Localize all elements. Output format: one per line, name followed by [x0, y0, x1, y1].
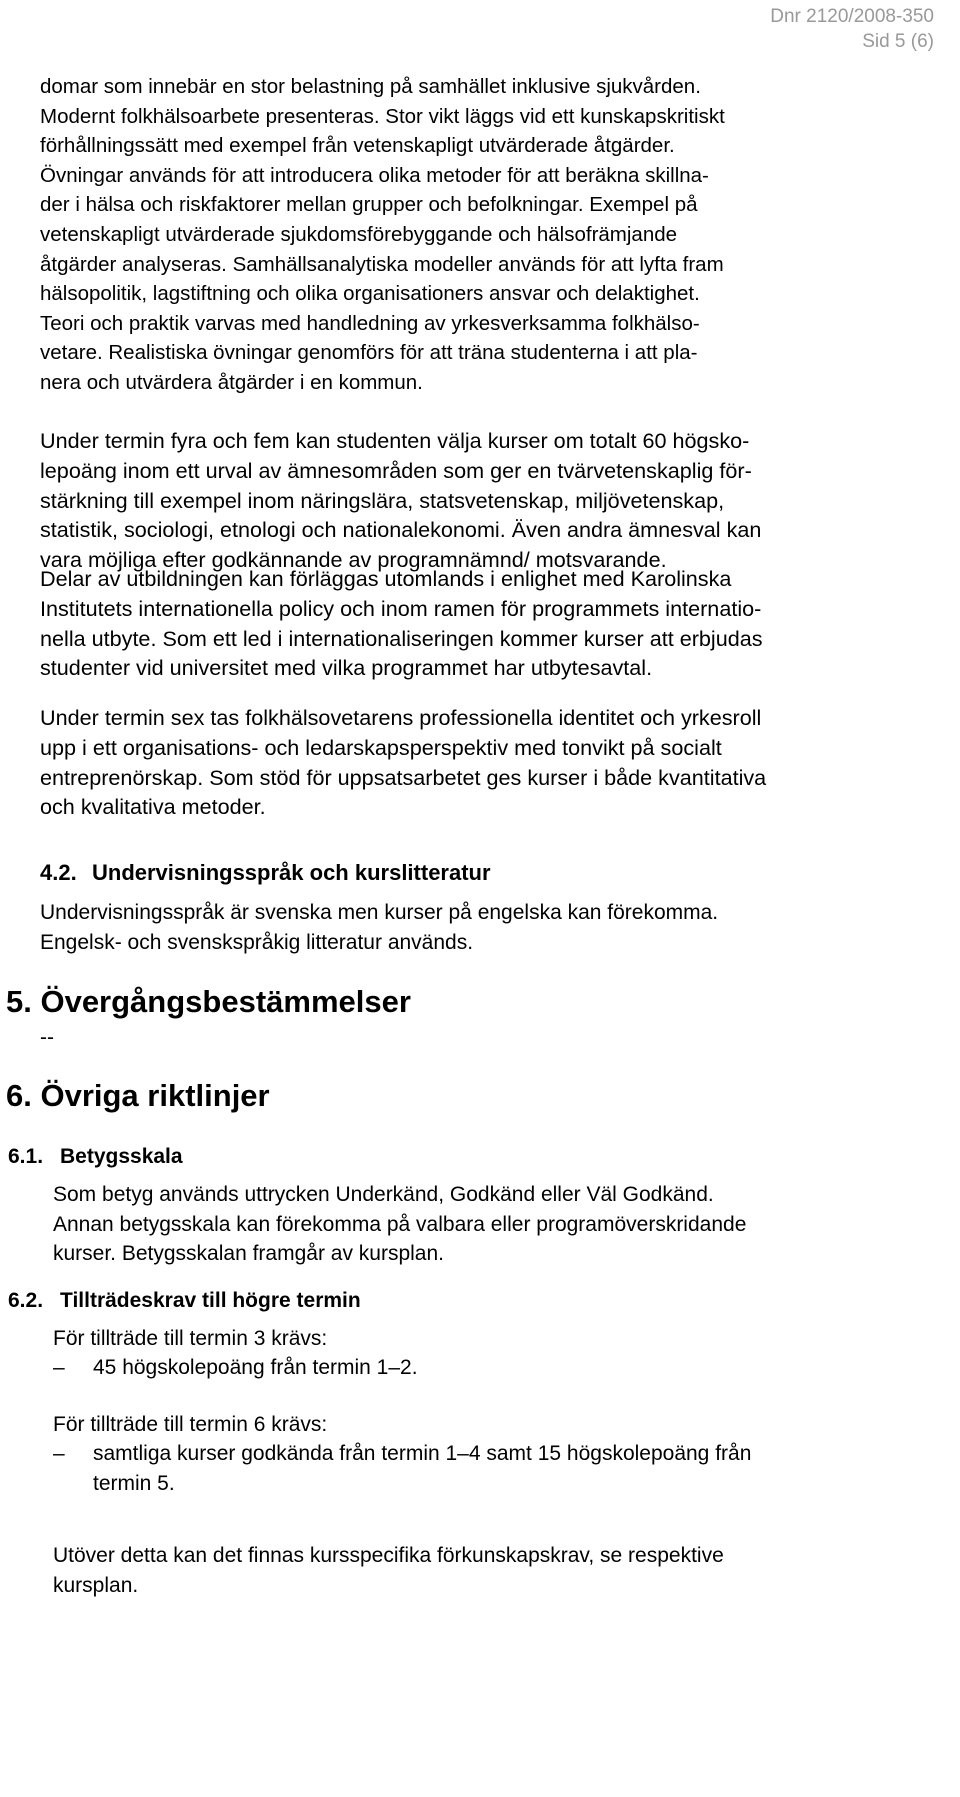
heading-title: Tillträdeskrav till högre termin — [60, 1289, 361, 1312]
paragraph-language: Undervisningsspråk är svenska men kurser på engelska kan förekomma. Engelsk- och svenskspråkig litteratur används. — [40, 901, 719, 954]
heading-title: Betygsskala — [60, 1145, 183, 1168]
paragraph-international: Delar av utbildningen kan förläggas utomlands i enlighet med Karolinska Institutets internationella policy och inom ramen för programmets internatio- nella utbyte. Som ett led i internationaliseringen kommer kurser att erbjudas studenter vid universitet med vilka programmet har utbytesavtal. — [40, 566, 763, 681]
paragraph-elective-terms: Under termin fyra och fem kan studenten välja kurser om totalt 60 högsko- lepoäng inom ett urval av ämnesområden som ger en tvärvetenskaplig för- stärkning till exempel inom näringslära, statsvetenskap, miljövetenskap, statistik, sociologi, etnologi och nationalekonomi. Även andra ämnesval kan vara möjliga efter godkännande av programnämnd/ motsvarande. — [40, 428, 762, 573]
term6-requirement-item — [53, 1439, 933, 1498]
requirement-text: samtliga kurser godkända från termin 1–4 samt 15 högskolepoäng från termin 5. — [93, 1442, 752, 1495]
heading-6: 6. Övriga riktlinjer — [6, 1078, 270, 1113]
document-number: Dnr 2120/2008-350 — [770, 6, 934, 27]
heading-6-2 — [8, 1286, 361, 1316]
term6-requirement-intro: För tillträde till termin 6 krävs: — [53, 1413, 328, 1436]
paragraph-course-description: domar som innebär en stor belastning på samhället inklusive sjukvården. Modernt folkhälsoarbete presenteras. Stor vikt läggs vid ett kunskapskritiskt förhållningssätt med exempel från vetenskapligt utvärderade åtgärder. Övningar används för att introducera olika metoder för att beräkna skillna- der i hälsa och riskfaktorer mellan grupper och befolkningar. Exempel på vetenskapligt utvärderade sjukdomsförebyggande och hälsofrämjande åtgärder analyseras. Samhällsanalytiska modeller används för att lyfta fram hälsopolitik, lagstiftning och olika organisationers ansvar och delaktighet. Teori och praktik varvas med handledning av yrkesverksamma folkhälso- vetare. Realistiska övningar genomförs för att träna studenterna i att pla- nera och utvärdera åtgärder i en kommun. — [40, 75, 725, 394]
page-header — [770, 4, 934, 54]
paragraph-grading: Som betyg används uttrycken Underkänd, Godkänd eller Väl Godkänd. Annan betygsskala kan förekomma på valbara eller programöverskridande kurser. Betygsskalan framgår av kursplan. — [53, 1183, 747, 1266]
term3-requirement-item — [53, 1353, 933, 1383]
heading-4-2 — [40, 858, 491, 888]
dash-bullet: – — [53, 1442, 65, 1465]
transitional-placeholder: -- — [40, 1026, 54, 1049]
heading-5: 5. Övergångsbestämmelser — [6, 984, 411, 1019]
page-number: Sid 5 (6) — [862, 31, 934, 52]
paragraph-course-prerequisites: Utöver detta kan det finnas kursspecifika förkunskapskrav, se respektive kursplan. — [53, 1544, 724, 1597]
heading-number: 6.1. — [8, 1145, 44, 1168]
paragraph-term-six: Under termin sex tas folkhälsovetarens professionella identitet och yrkesroll upp i ett organisations- och ledarskapsperspektiv med tonvikt på socialt entreprenörskap. Som stöd för uppsatsarbetet ges kurser i både kvantitativa och kvalitativa metoder. — [40, 705, 767, 820]
heading-title: Undervisningsspråk och kurslitteratur — [92, 860, 491, 885]
heading-6-1 — [8, 1142, 183, 1172]
requirement-text: 45 högskolepoäng från termin 1–2. — [93, 1356, 418, 1379]
dash-bullet: – — [53, 1356, 65, 1379]
term3-requirement-intro: För tillträde till termin 3 krävs: — [53, 1327, 328, 1350]
heading-number: 4.2. — [40, 860, 77, 885]
heading-number: 6.2. — [8, 1289, 44, 1312]
